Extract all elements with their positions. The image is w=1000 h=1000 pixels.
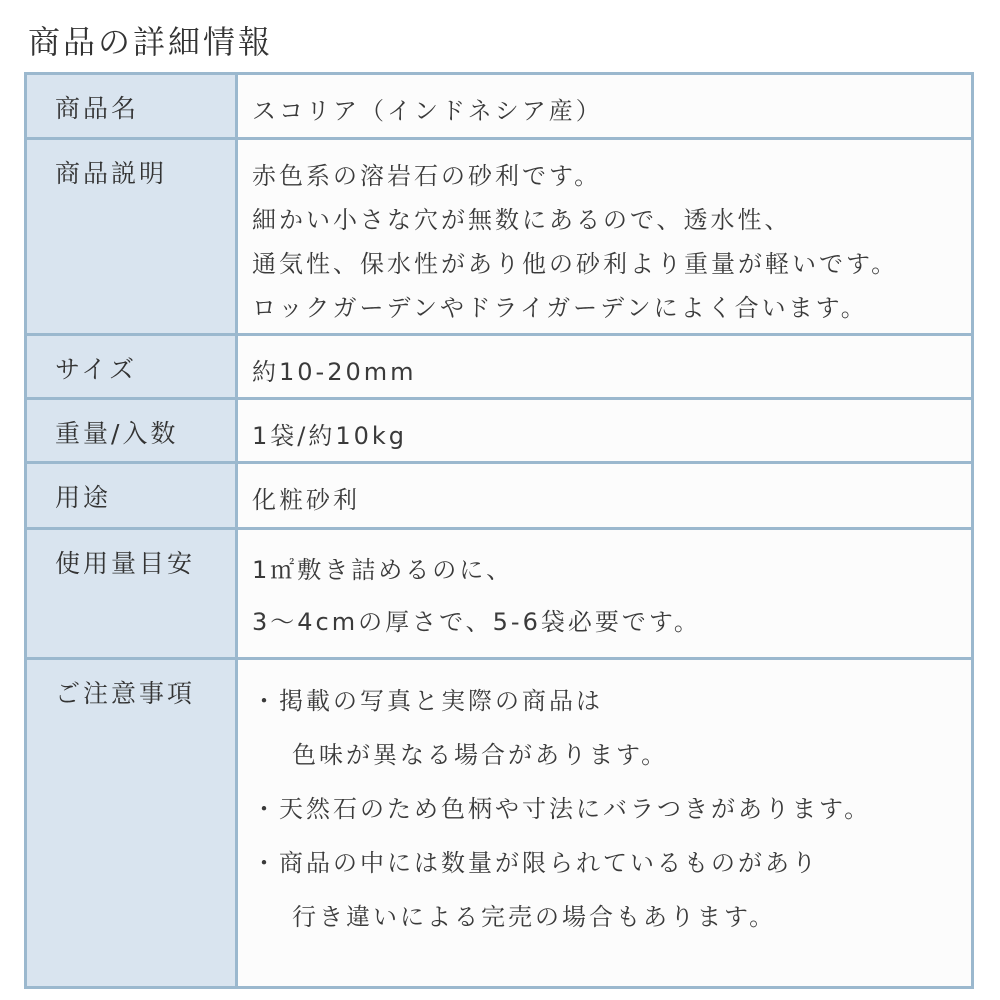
notes-label: ご注意事項 [27,660,238,986]
notes-line: ・掲載の写真と実際の商品は [252,687,603,715]
product-name-value [238,75,971,140]
product-description-label: 商品説明 [27,140,238,336]
description-line: 通気性、保水性があり他の砂利より重量が軽いです。 [252,250,899,278]
product-spec-table [24,72,974,989]
size-value [238,336,971,400]
description-line: 細かい小さな穴が無数にあるので、透水性、 [252,206,792,234]
usage-value [238,464,971,530]
amount-guide-line: 3～4cmの厚さで、5-6袋必要です。 [252,608,701,636]
weight-value [238,400,971,464]
notes-line: ・天然石のため色柄や寸法にバラつきがあります。 [252,795,872,823]
product-name-label: 商品名 [27,75,238,140]
usage-text: 化粧砂利 [252,486,360,514]
notes-line: 行き違いによる完売の場合もあります。 [292,903,777,931]
amount-guide-line: 1㎡敷き詰めるのに、 [252,556,514,584]
usage-label: 用途 [27,464,238,530]
product-description-value [238,140,971,336]
description-line: 赤色系の溶岩石の砂利です。 [252,162,602,190]
notes-line: ・商品の中には数量が限られているものがあり [252,849,819,877]
amount-guide-label: 使用量目安 [27,530,238,660]
notes-line: 色味が異なる場合があります。 [292,741,669,769]
product-name-text: スコリア（インドネシア産） [252,97,603,125]
size-label: サイズ [27,336,238,400]
size-text: 約10-20mm [252,358,417,386]
weight-text: 1袋/約10kg [252,422,408,450]
notes-value [238,660,971,986]
description-line: ロックガーデンやドライガーデンによく合います。 [252,294,868,322]
weight-label: 重量/入数 [27,400,238,464]
amount-guide-value [238,530,971,660]
page-title: 商品の詳細情報 [28,23,274,61]
